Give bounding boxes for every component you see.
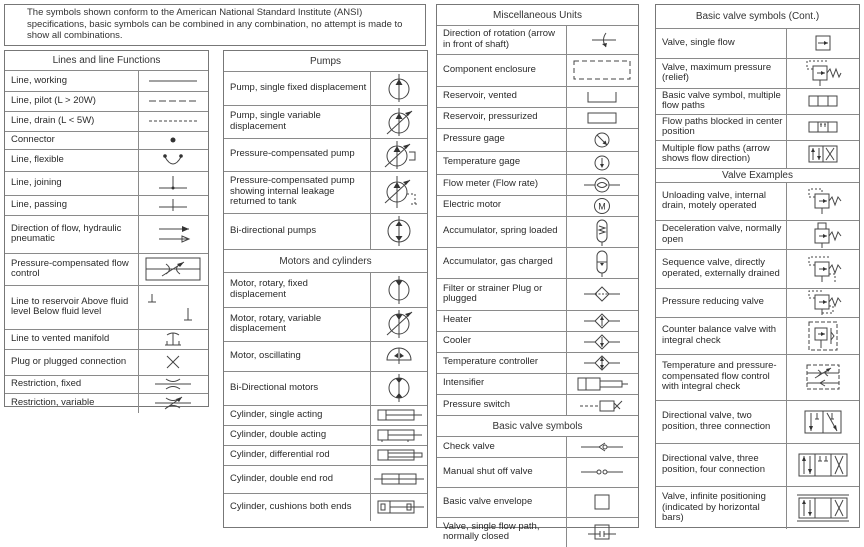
symbol-cell bbox=[370, 405, 427, 425]
electric-motor-icon bbox=[587, 197, 617, 215]
symbol-label: Valve, single flow path, normally closed bbox=[443, 520, 540, 543]
symbol-label: Valve, infinite positioning (indicated by horizontal bars) bbox=[662, 491, 766, 523]
symbol-cell bbox=[138, 393, 208, 413]
symbol-cell bbox=[786, 29, 859, 58]
table-row bbox=[5, 91, 208, 111]
symbol-cell bbox=[370, 213, 427, 249]
symbol-label: Basic valve envelope bbox=[437, 487, 566, 517]
fixed-motor-icon bbox=[379, 275, 419, 305]
leakage-pump-icon bbox=[379, 174, 419, 210]
table-row bbox=[224, 213, 427, 249]
symbol-cell bbox=[138, 131, 208, 149]
symbol-cell bbox=[370, 307, 427, 341]
symbol-label: Flow meter (Flow rate) bbox=[437, 174, 566, 195]
symbol-label: Directional valve, three position, four connection bbox=[656, 443, 786, 486]
symbol-cell bbox=[786, 486, 859, 529]
vented-manifold-icon bbox=[145, 330, 201, 348]
directional-3p4c-icon bbox=[795, 450, 851, 480]
symbol-cell bbox=[566, 107, 638, 128]
double-end-rod-cylinder-icon bbox=[372, 472, 426, 486]
symbol-label: Restriction, fixed bbox=[5, 375, 138, 393]
table-row bbox=[5, 215, 208, 253]
symbol-cell bbox=[786, 220, 859, 249]
table-row bbox=[656, 317, 859, 354]
symbol-label: Component enclosure bbox=[437, 54, 566, 86]
table-row bbox=[5, 375, 208, 393]
sequence-valve-icon bbox=[803, 254, 843, 284]
symbol-label: Connector bbox=[5, 131, 138, 149]
flow-direction-icon bbox=[145, 222, 201, 246]
pumps-title: Pumps bbox=[224, 51, 427, 72]
spring-accumulator-icon bbox=[587, 218, 617, 246]
symbol-cell bbox=[138, 91, 208, 111]
table-row bbox=[224, 371, 427, 405]
symbol-cell bbox=[566, 437, 638, 457]
symbol-label: Pressure-compensated pump showing internal leakage returned to tank bbox=[224, 171, 370, 213]
symbol-cell bbox=[566, 247, 638, 278]
symbol-cell bbox=[566, 86, 638, 107]
symbol-cell bbox=[138, 215, 208, 253]
table-row bbox=[656, 288, 859, 317]
symbol-cell bbox=[370, 425, 427, 445]
symbol-label: Valve, single flow bbox=[656, 29, 786, 58]
valve-examples-section bbox=[655, 4, 860, 528]
symbol-cell bbox=[786, 317, 859, 354]
symbol-label: Bi-Directional motors bbox=[224, 371, 370, 405]
bidirectional-pump-icon bbox=[379, 215, 419, 247]
valves-title: Basic valve symbols bbox=[437, 415, 638, 437]
pressure-gage-icon bbox=[587, 130, 617, 150]
symbol-cell bbox=[370, 105, 427, 138]
valve-envelope-icon bbox=[587, 492, 617, 512]
symbol-label: Pressure-compensated pump bbox=[224, 138, 370, 171]
symbol-label: Motor, oscillating bbox=[224, 341, 370, 371]
symbol-label: Motor, rotary, variable displacement bbox=[224, 307, 370, 341]
symbol-cell bbox=[566, 128, 638, 151]
symbol-cell bbox=[786, 88, 859, 114]
symbol-label: Temperature controller bbox=[437, 352, 566, 373]
table-row bbox=[224, 341, 427, 371]
gas-accumulator-icon bbox=[587, 249, 617, 277]
symbol-cell bbox=[786, 354, 859, 400]
symbol-label: Manual shut off valve bbox=[437, 457, 566, 487]
symbol-cell bbox=[370, 465, 427, 493]
symbol-label: Temperature and pressure-compensated flow control with integral check bbox=[656, 354, 786, 400]
symbol-label: Reservoir, vented bbox=[437, 86, 566, 107]
symbol-label: Reservoir, pressurized bbox=[437, 107, 566, 128]
symbol-cell bbox=[370, 445, 427, 465]
relief-valve-icon bbox=[799, 59, 847, 87]
fixed-pump-icon bbox=[379, 73, 419, 103]
symbol-cell bbox=[370, 341, 427, 371]
table-row bbox=[224, 105, 427, 138]
line-to-reservoir-icon bbox=[142, 290, 204, 324]
table-row bbox=[656, 400, 859, 443]
symbol-cell bbox=[370, 493, 427, 521]
drain-line-icon bbox=[145, 114, 201, 128]
symbol-cell bbox=[566, 394, 638, 415]
symbol-cell bbox=[138, 329, 208, 349]
symbol-label: Cylinder, differential rod bbox=[224, 445, 370, 465]
pilot-line-icon bbox=[145, 94, 201, 108]
symbol-cell bbox=[786, 249, 859, 288]
symbol-cell bbox=[138, 171, 208, 195]
table-row bbox=[5, 171, 208, 195]
symbol-cell bbox=[566, 195, 638, 216]
table-row bbox=[437, 128, 638, 151]
symbol-label: Cylinder, double acting bbox=[224, 425, 370, 445]
symbol-cell bbox=[566, 517, 638, 547]
table-row bbox=[5, 149, 208, 171]
symbol-label: Sequence valve, directly operated, externally drained bbox=[656, 249, 786, 288]
symbol-label: Accumulator, gas charged bbox=[437, 247, 566, 278]
lines-section bbox=[4, 50, 209, 407]
fixed-restriction-icon bbox=[145, 377, 201, 391]
bidirectional-motor-icon bbox=[379, 373, 419, 403]
symbol-label: Line, pilot (L > 20W) bbox=[5, 91, 138, 111]
flow-meter-icon bbox=[580, 176, 624, 194]
symbol-label: Cylinder, double end rod bbox=[224, 465, 370, 493]
symbol-cell bbox=[566, 54, 638, 86]
table-row bbox=[437, 278, 638, 310]
pumps-table bbox=[224, 72, 427, 249]
symbol-cell bbox=[370, 138, 427, 171]
symbol-cell bbox=[786, 443, 859, 486]
table-row bbox=[224, 425, 427, 445]
pressure-compensated-pump-icon bbox=[379, 140, 419, 170]
plugged-connection-icon bbox=[145, 353, 201, 371]
symbol-label: Pressure switch bbox=[443, 398, 511, 410]
symbol-label: Pressure reducing valve bbox=[656, 288, 786, 317]
symbol-cell bbox=[566, 331, 638, 352]
table-row bbox=[437, 151, 638, 174]
table-row bbox=[437, 437, 638, 457]
symbol-cell bbox=[566, 487, 638, 517]
double-acting-cylinder-icon bbox=[374, 428, 424, 442]
normally-closed-valve-icon bbox=[582, 522, 622, 542]
table-row bbox=[656, 58, 859, 88]
flexible-line-icon bbox=[145, 151, 201, 169]
symbol-cell bbox=[566, 174, 638, 195]
symbol-cell bbox=[370, 72, 427, 105]
symbol-cell bbox=[566, 373, 638, 394]
symbol-cell bbox=[566, 352, 638, 373]
connector-dot-icon bbox=[145, 134, 201, 146]
cooler-icon bbox=[580, 333, 624, 351]
valve-examples-title: Valve Examples bbox=[656, 168, 859, 183]
symbol-label: Line to vented manifold bbox=[5, 329, 138, 349]
symbol-cell bbox=[566, 457, 638, 487]
symbol-label: Counter balance valve with integral check bbox=[656, 317, 786, 354]
symbol-label: Valve, maximum pressure (relief) bbox=[656, 58, 786, 88]
symbol-label: Line, joining bbox=[5, 171, 138, 195]
table-row bbox=[656, 114, 859, 140]
deceleration-valve-icon bbox=[803, 221, 843, 249]
symbol-label: Bi-directional pumps bbox=[230, 225, 317, 236]
variable-motor-icon bbox=[379, 309, 419, 339]
table-row bbox=[437, 373, 638, 394]
table-row bbox=[224, 171, 427, 213]
symbol-cell bbox=[138, 375, 208, 393]
symbol-cell bbox=[566, 26, 638, 54]
symbol-label: Basic valve symbol, multiple flow paths bbox=[656, 88, 786, 114]
enclosure-icon bbox=[570, 58, 634, 82]
symbol-label: Temperature gage bbox=[437, 151, 566, 174]
multiple-flow-arrows-icon bbox=[803, 144, 843, 164]
table-row bbox=[437, 26, 638, 54]
vented-reservoir-icon bbox=[582, 89, 622, 105]
blocked-center-icon bbox=[803, 120, 843, 134]
pressurized-reservoir-icon bbox=[582, 110, 622, 126]
table-row bbox=[5, 131, 208, 149]
symbol-label: Direction of rotation (arrow in front of shaft) bbox=[437, 26, 566, 54]
lines-table bbox=[5, 71, 208, 413]
misc-table bbox=[437, 26, 638, 415]
table-row bbox=[5, 111, 208, 131]
symbol-label: Pump, single variable displacement bbox=[224, 105, 370, 138]
table-row bbox=[437, 487, 638, 517]
table-row bbox=[224, 465, 427, 493]
directional-2p3c-icon bbox=[799, 407, 847, 437]
symbol-cell bbox=[566, 216, 638, 247]
symbol-cell bbox=[370, 371, 427, 405]
differential-rod-cylinder-icon bbox=[374, 448, 424, 462]
symbol-label: Check valve bbox=[437, 437, 566, 457]
table-row bbox=[224, 72, 427, 105]
symbol-label: Intensifier bbox=[437, 373, 566, 394]
table-row bbox=[224, 405, 427, 425]
symbol-cell bbox=[138, 111, 208, 131]
table-row bbox=[5, 329, 208, 349]
table-row bbox=[656, 354, 859, 400]
symbol-label: Motor, rotary, fixed displacement bbox=[224, 273, 370, 307]
table-row bbox=[224, 445, 427, 465]
symbol-label: Line, passing bbox=[5, 195, 138, 215]
symbol-label: Pressure gage bbox=[437, 128, 566, 151]
symbol-cell bbox=[786, 114, 859, 140]
table-row bbox=[5, 393, 208, 413]
symbol-label: Directional valve, two position, three connection bbox=[656, 400, 786, 443]
table-row bbox=[5, 195, 208, 215]
symbol-label: Restriction, variable bbox=[11, 397, 95, 408]
symbol-label: Plug or plugged connection bbox=[5, 349, 138, 375]
symbol-cell bbox=[138, 285, 208, 329]
rotation-arrow-icon bbox=[582, 30, 622, 50]
table-row bbox=[437, 247, 638, 278]
symbol-label: Pressure-compensated flow control bbox=[5, 253, 138, 285]
symbol-cell bbox=[786, 183, 859, 220]
symbol-cell bbox=[138, 349, 208, 375]
table-row bbox=[437, 352, 638, 373]
table-row bbox=[437, 174, 638, 195]
symbol-label: Accumulator, spring loaded bbox=[437, 216, 566, 247]
table-row bbox=[437, 216, 638, 247]
table-row bbox=[224, 307, 427, 341]
temperature-gage-icon bbox=[587, 153, 617, 173]
table-row bbox=[656, 486, 859, 529]
intensifier-icon bbox=[572, 376, 632, 392]
symbol-label: Flow paths blocked in center position bbox=[656, 114, 786, 140]
unloading-valve-icon bbox=[803, 186, 843, 216]
manual-shutoff-icon bbox=[577, 465, 627, 479]
symbol-label: Line, drain (L < 5W) bbox=[5, 111, 138, 131]
temperature-controller-icon bbox=[580, 354, 624, 372]
pressure-compensated-flow-icon bbox=[142, 256, 204, 282]
symbol-label: Line, flexible bbox=[5, 149, 138, 171]
symbol-label: Electric motor bbox=[437, 195, 566, 216]
pressure-switch-icon bbox=[574, 397, 630, 413]
motors-table bbox=[224, 273, 427, 521]
symbol-label: Cylinder, cushions both ends bbox=[230, 501, 352, 512]
symbol-cell bbox=[138, 149, 208, 171]
table-row bbox=[656, 183, 859, 220]
table-row bbox=[224, 273, 427, 307]
motors-title: Motors and cylinders bbox=[224, 249, 427, 273]
intro-note: The symbols shown conform to the American National Standard Institute (ANSI) specifications, basic symbols can be combined in any combination, no attempt is made to show all combinations. bbox=[4, 4, 426, 46]
single-acting-cylinder-icon bbox=[374, 408, 424, 422]
symbol-cell bbox=[138, 71, 208, 91]
table-row bbox=[437, 86, 638, 107]
misc-units-section bbox=[436, 4, 639, 543]
symbol-label: Deceleration valve, normally open bbox=[656, 220, 786, 249]
variable-restriction-icon bbox=[145, 395, 201, 411]
symbol-cell bbox=[370, 171, 427, 213]
table-row bbox=[437, 107, 638, 128]
table-row bbox=[437, 310, 638, 331]
working-line-icon bbox=[145, 74, 201, 88]
symbol-label: Direction of flow, hydraulic pneumatic bbox=[5, 215, 138, 253]
table-row bbox=[437, 195, 638, 216]
symbol-cell bbox=[786, 288, 859, 317]
lines-title: Lines and line Functions bbox=[5, 51, 208, 71]
symbol-label: Heater bbox=[437, 310, 566, 331]
check-valve-icon bbox=[577, 440, 627, 454]
valves-cont-table bbox=[656, 29, 859, 168]
table-row bbox=[224, 493, 427, 521]
cushion-cylinder-icon bbox=[372, 499, 426, 515]
symbol-label: Unloading valve, internal drain, motely operated bbox=[656, 183, 786, 220]
table-row bbox=[437, 331, 638, 352]
table-row bbox=[437, 54, 638, 86]
valves-cont-title: Basic valve symbols (Cont.) bbox=[656, 5, 859, 29]
heater-icon bbox=[580, 312, 624, 330]
temp-pressure-flow-control-icon bbox=[801, 362, 845, 392]
multiple-path-valve-icon bbox=[803, 94, 843, 108]
table-row bbox=[437, 394, 638, 415]
filter-icon bbox=[580, 285, 624, 303]
symbol-label: Pump, single fixed displacement bbox=[224, 72, 370, 105]
table-row bbox=[437, 517, 638, 547]
svg-text:M: M bbox=[598, 201, 606, 211]
counter-balance-valve-icon bbox=[803, 320, 843, 352]
symbol-cell bbox=[566, 278, 638, 310]
symbol-label: Cylinder, single acting bbox=[224, 405, 370, 425]
variable-pump-icon bbox=[379, 107, 419, 137]
symbol-label: Line to reservoir Above fluid level Below fluid level bbox=[5, 285, 138, 329]
table-row bbox=[5, 253, 208, 285]
symbol-cell bbox=[370, 273, 427, 307]
table-row bbox=[656, 220, 859, 249]
symbol-cell bbox=[566, 310, 638, 331]
symbol-label: Filter or strainer Plug or plugged bbox=[437, 278, 566, 310]
symbol-label: Cooler bbox=[437, 331, 566, 352]
joining-line-icon bbox=[145, 173, 201, 193]
single-flow-valve-icon bbox=[803, 33, 843, 53]
table-row bbox=[656, 88, 859, 114]
passing-line-icon bbox=[145, 197, 201, 213]
table-row bbox=[437, 457, 638, 487]
table-row bbox=[5, 285, 208, 329]
symbol-cell bbox=[138, 195, 208, 215]
table-row bbox=[224, 138, 427, 171]
table-row bbox=[5, 71, 208, 91]
symbol-cell bbox=[566, 151, 638, 174]
pumps-motors-section bbox=[223, 50, 428, 528]
table-row bbox=[656, 29, 859, 58]
oscillating-motor-icon bbox=[379, 344, 419, 368]
table-row bbox=[656, 140, 859, 168]
pressure-reducing-valve-icon bbox=[803, 289, 843, 317]
table-row bbox=[656, 443, 859, 486]
symbol-cell bbox=[786, 140, 859, 168]
table-row bbox=[656, 249, 859, 288]
symbol-cell bbox=[786, 400, 859, 443]
infinite-positioning-icon bbox=[795, 493, 851, 523]
symbol-cell bbox=[138, 253, 208, 285]
table-row bbox=[5, 349, 208, 375]
misc-title: Miscellaneous Units bbox=[437, 5, 638, 26]
valve-examples-table bbox=[656, 183, 859, 529]
symbol-label: Multiple flow paths (arrow shows flow direction) bbox=[662, 142, 770, 165]
symbol-label: Line, working bbox=[5, 71, 138, 91]
symbol-cell bbox=[786, 58, 859, 88]
